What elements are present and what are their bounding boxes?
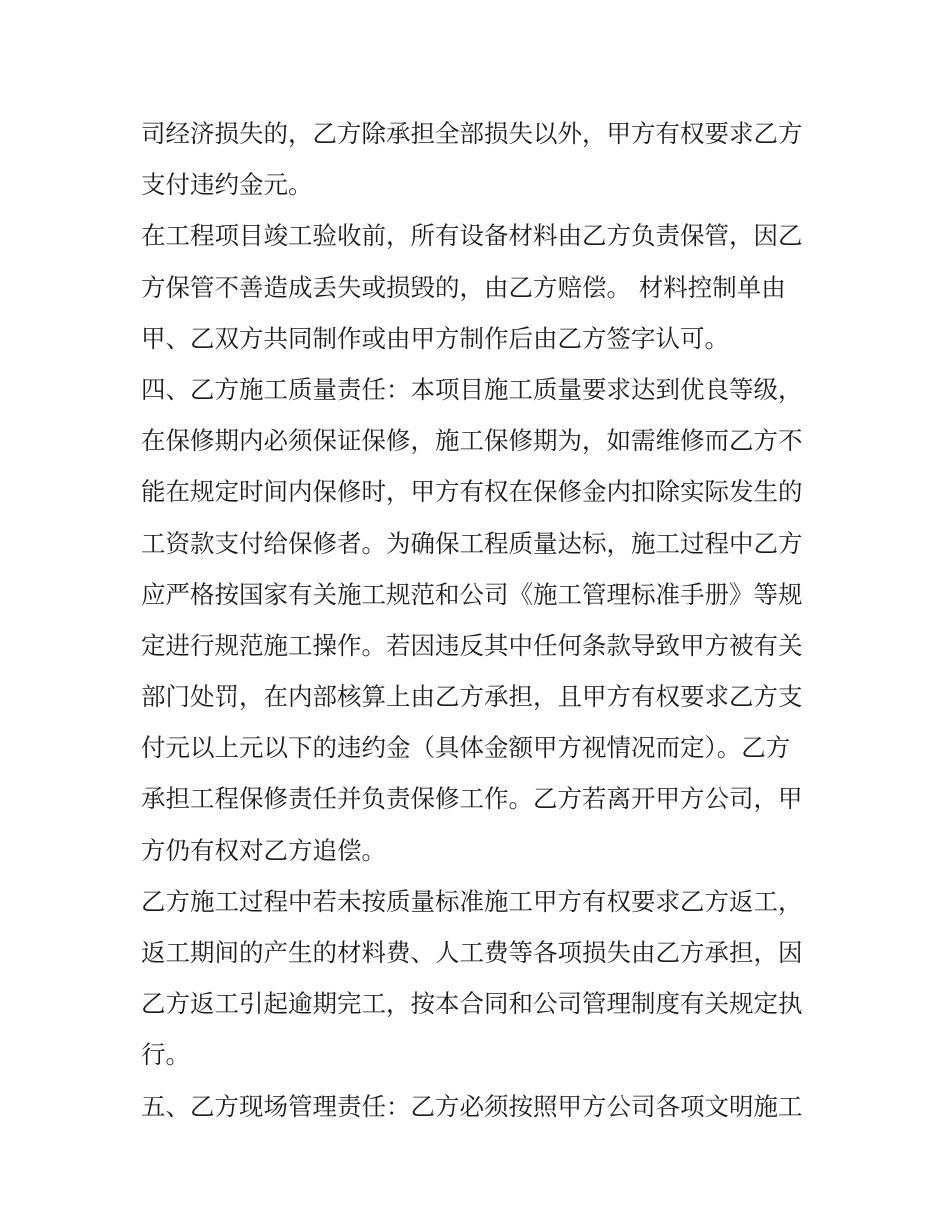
- text-line: 行。: [141, 1040, 190, 1070]
- document-body: [141, 108, 821, 1132]
- text-line: 司经济损失的，乙方除承担全部损失以外，甲方有权要求乙方: [141, 119, 803, 148]
- text-line: 能在规定时间内保修时，甲方有权在保修金内扣除实际发生的: [141, 477, 803, 507]
- text-line: 应严格按国家有关施工规范和公司《施工管理标准手册》等规: [141, 579, 803, 609]
- text-line: 方保管不善造成丢失或损毁的，由乙方赔偿。 材料控制单由: [141, 272, 786, 302]
- text-line: 付元以上元以下的违约金（具体金额甲方视情况而定）。乙方: [141, 733, 791, 763]
- text-line: 部门处罚，在内部核算上由乙方承担，且甲方有权要求乙方支: [141, 682, 803, 712]
- text-line: 定进行规范施工操作。若因违反其中任何条款导致甲方被有关: [141, 630, 803, 660]
- text-line: 在保修期内必须保证保修，施工保修期为，如需维修而乙方不: [141, 426, 803, 456]
- text-line: 承担工程保修责任并负责保修工作。乙方若离开甲方公司，甲: [141, 784, 803, 814]
- text-line: 四、乙方施工质量责任：本项目施工质量要求达到优良等级，: [141, 374, 803, 404]
- text-line: 在工程项目竣工验收前，所有设备材料由乙方负责保管，因乙: [141, 221, 803, 251]
- text-line: 五、乙方现场管理责任：乙方必须按照甲方公司各项文明施工: [141, 1091, 803, 1121]
- text-line: 返工期间的产生的材料费、人工费等各项损失由乙方承担，因: [141, 938, 803, 967]
- text-line: 甲、乙双方共同制作或由甲方制作后由乙方签字认可。: [141, 323, 729, 353]
- text-line: 乙方返工引起逾期完工，按本合同和公司管理制度有关规定执: [141, 989, 803, 1019]
- text-line: 支付违约金元。: [141, 170, 313, 200]
- text-line: 工资款支付给保修者。为确保工程质量达标，施工过程中乙方: [141, 528, 803, 558]
- text-line: 方仍有权对乙方追偿。: [141, 835, 386, 865]
- text-line: 乙方施工过程中若未按质量标准施工甲方有权要求乙方返工，: [141, 886, 803, 916]
